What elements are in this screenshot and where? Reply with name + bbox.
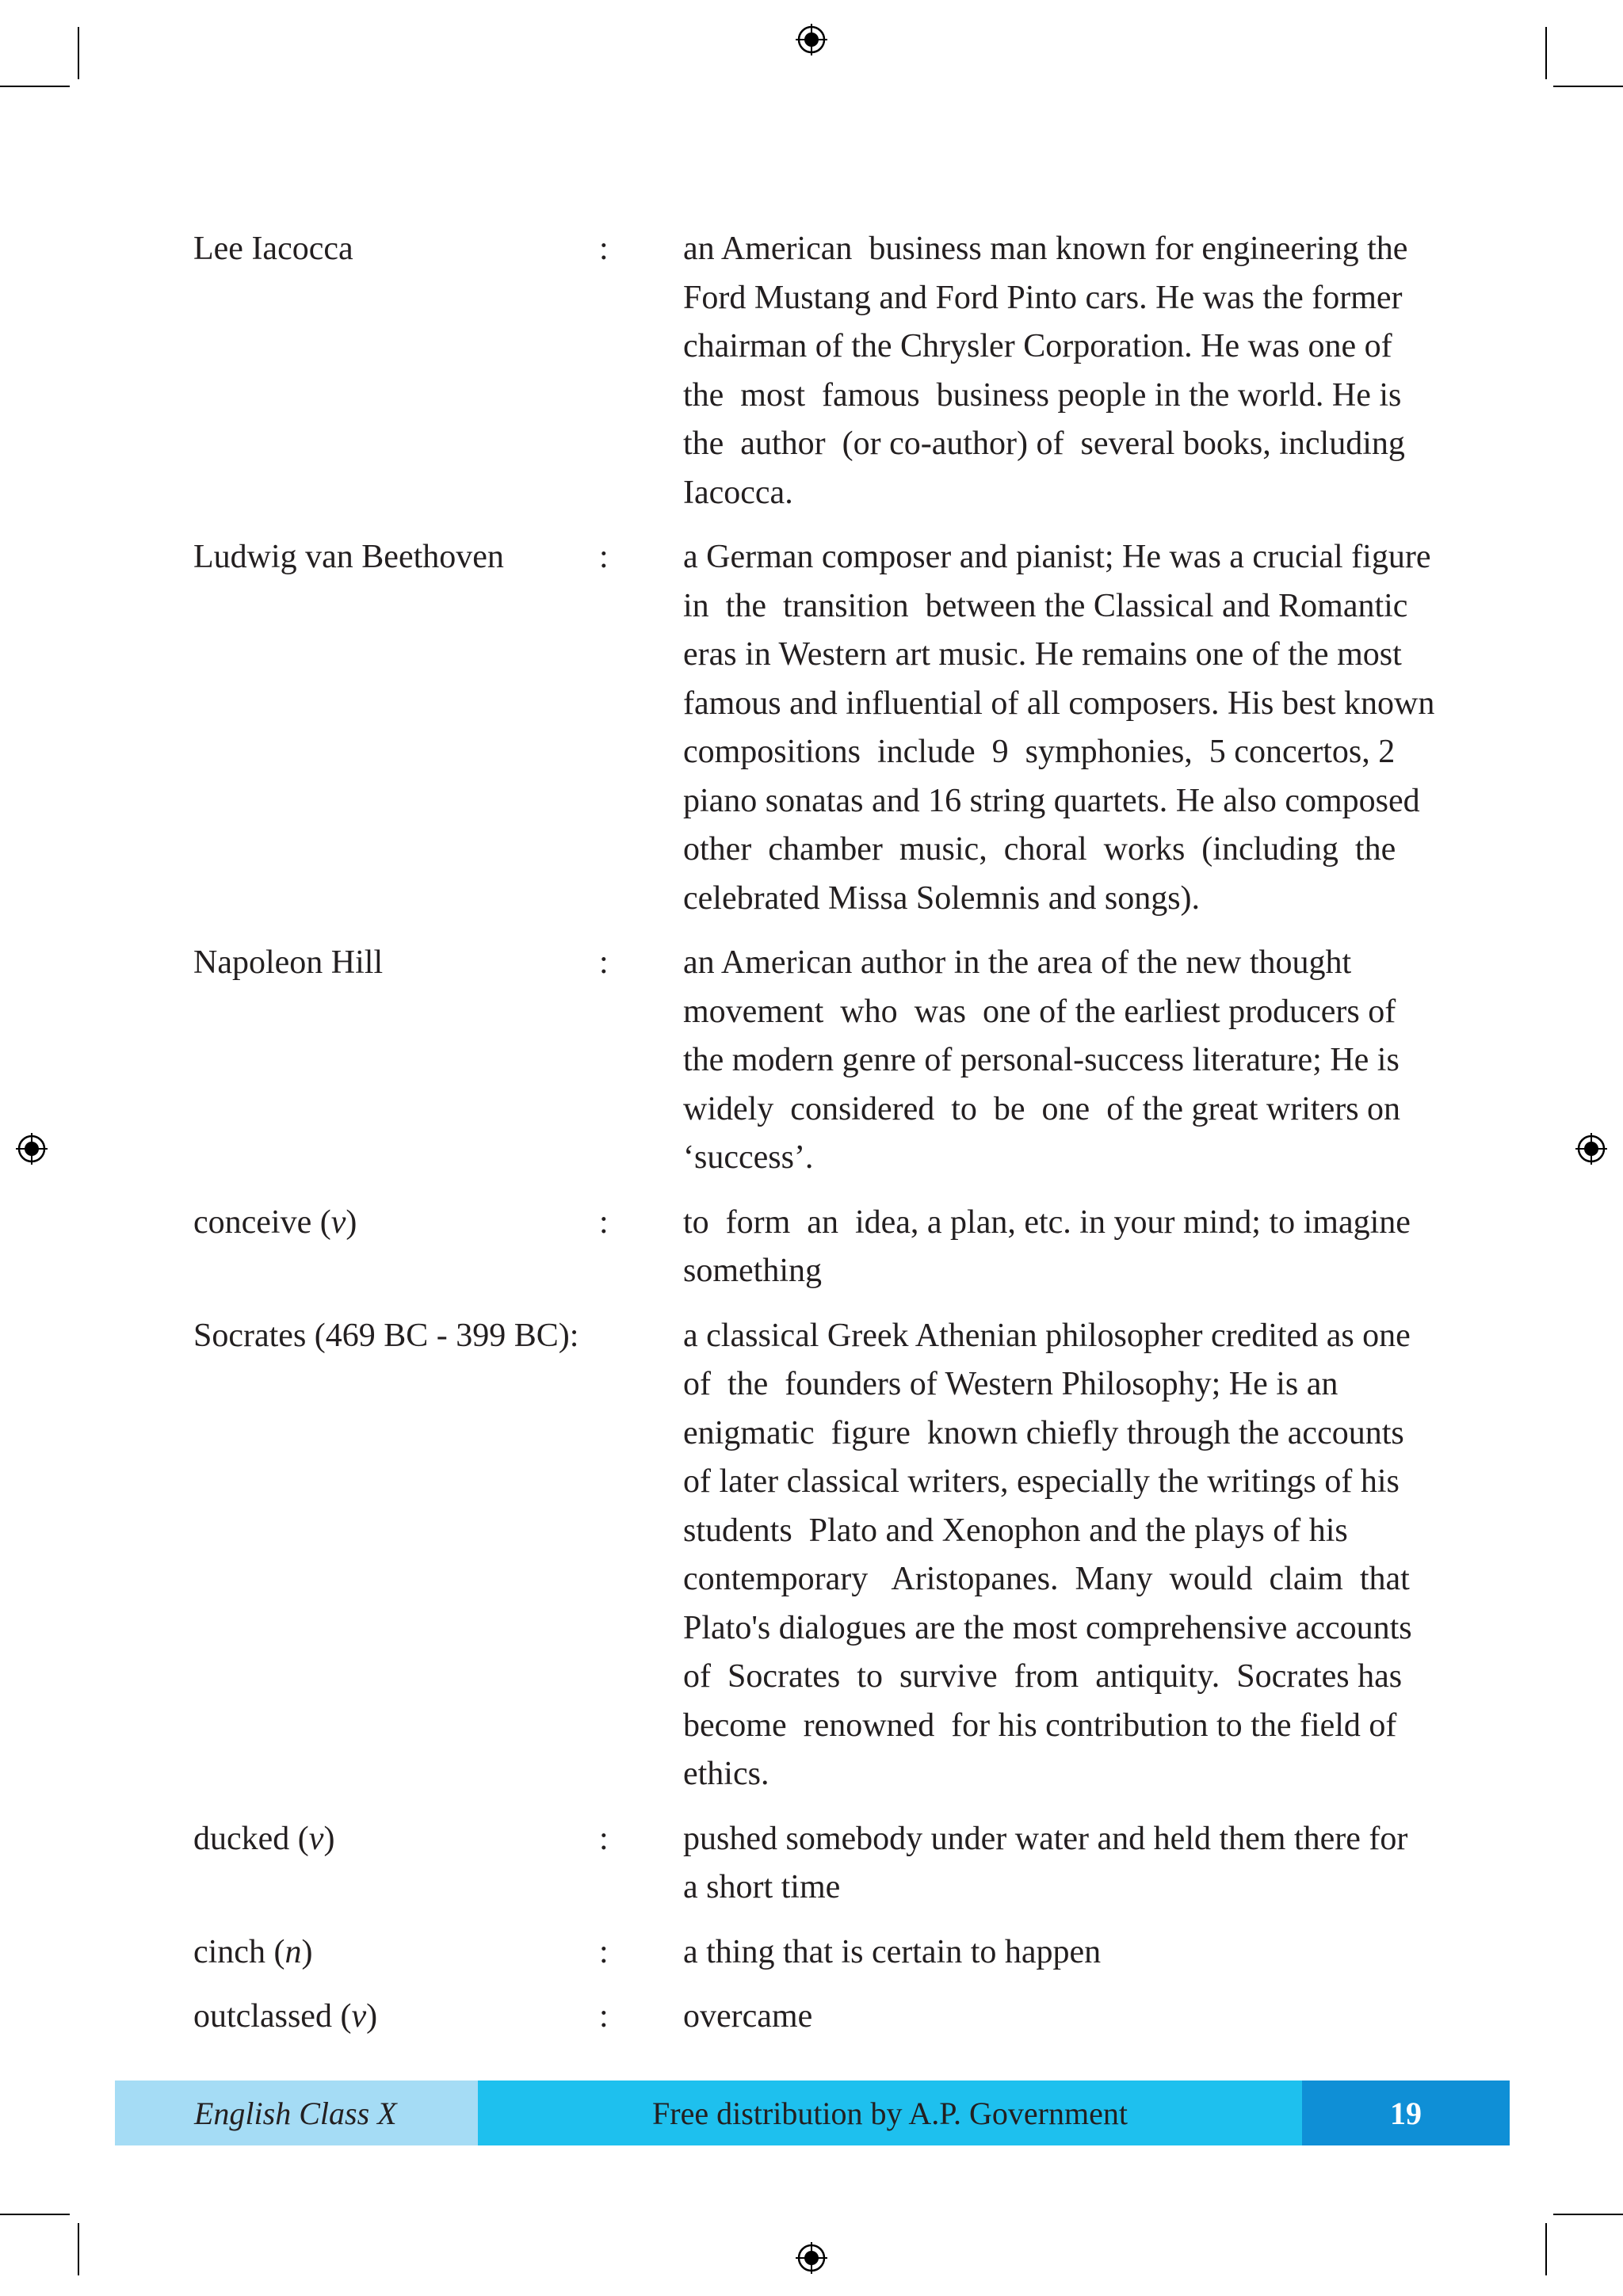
- definition-line: eras in Western art music. He remains one of the most: [683, 636, 1402, 673]
- crop-mark: [78, 2223, 79, 2275]
- definition-line: contemporary Aristopanes. Many would claim that: [683, 1561, 1410, 1597]
- definition-line: to form an idea, a plan, etc. in your mind; to imagine: [683, 1203, 1411, 1241]
- definition-line: a German composer and pianist; He was a crucial figure: [683, 539, 1431, 575]
- glossary-entry: [193, 225, 1439, 517]
- glossary-entry: [193, 1928, 1439, 1978]
- part-of-speech: v: [351, 1998, 367, 2035]
- definition-line: a thing that is certain to happen: [683, 1933, 1102, 1970]
- definition-line: Ford Mustang and Ford Pinto cars. He was the former: [683, 279, 1403, 316]
- definition-line: of Socrates to survive from antiquity. Socrates has: [683, 1658, 1403, 1695]
- page-number: 19: [1302, 2081, 1510, 2145]
- glossary-list: [193, 225, 1439, 2058]
- glossary-term: outclassed (v): [193, 1998, 378, 2035]
- footer-distribution-note: Free distribution by A.P. Government: [478, 2081, 1302, 2145]
- glossary-definition: [683, 939, 1439, 1183]
- definition-line: compositions include 9 symphonies, 5 concertos, 2: [683, 734, 1396, 770]
- definition-line: the modern genre of personal-success literature; He is: [683, 1042, 1400, 1078]
- definition-line: overcame: [683, 1998, 813, 2035]
- definition-line: become renowned for his contribution to the field of: [683, 1707, 1397, 1744]
- page-footer: [115, 2081, 1510, 2145]
- definition-line: a short time: [683, 1869, 841, 1905]
- definition-line: the author (or co-author) of several books, including: [683, 425, 1405, 462]
- definition-line: the most famous business people in the world. He is: [683, 376, 1402, 414]
- glossary-definition: [683, 1199, 1439, 1296]
- crop-mark: [1553, 86, 1623, 87]
- definition-line: an American author in the area of the new thought: [683, 944, 1352, 981]
- glossary-definition: [683, 1815, 1439, 1913]
- definition-line: of later classical writers, especially the writings of his: [683, 1463, 1400, 1500]
- glossary-separator: :: [599, 1998, 609, 2035]
- glossary-term: cinch (n): [193, 1933, 313, 1970]
- definition-line: in the transition between the Classical and Romantic: [683, 587, 1408, 624]
- crop-mark: [78, 27, 79, 79]
- glossary-definition: [683, 1312, 1439, 1799]
- definition-line: movement who was one of the earliest producers of: [683, 993, 1396, 1030]
- crop-mark: [0, 86, 70, 87]
- registration-mark-icon: [1575, 1133, 1607, 1165]
- glossary-separator: :: [599, 1820, 609, 1857]
- glossary-term: Napoleon Hill: [193, 944, 384, 981]
- glossary-entry: [193, 1993, 1439, 2042]
- definition-line: enigmatic figure known chiefly through the accounts: [683, 1414, 1404, 1451]
- definition-line: widely considered to be one of the great writers on: [683, 1090, 1401, 1127]
- definition-line: students Plato and Xenophon and the plays of his: [683, 1512, 1348, 1549]
- definition-line: ‘success’.: [683, 1139, 814, 1176]
- definition-line: pushed somebody under water and held them there for: [683, 1820, 1408, 1857]
- glossary-separator: :: [599, 1203, 609, 1241]
- glossary-separator: :: [599, 1933, 609, 1970]
- definition-line: piano sonatas and 16 string quartets. He also composed: [683, 782, 1420, 819]
- registration-mark-icon: [796, 2242, 827, 2274]
- definition-line: something: [683, 1253, 822, 1289]
- glossary-separator: :: [599, 539, 609, 575]
- footer-book-title: English Class X: [115, 2081, 478, 2145]
- glossary-term: conceive (v): [193, 1203, 357, 1241]
- definition-line: famous and influential of all composers. His best known: [683, 685, 1435, 722]
- definition-line: celebrated Missa Solemnis and songs).: [683, 879, 1201, 917]
- glossary-entry: [193, 533, 1439, 923]
- definition-line: ethics.: [683, 1756, 769, 1792]
- glossary-entry: [193, 1312, 1439, 1799]
- registration-mark-icon: [796, 24, 827, 55]
- glossary-term: Ludwig van Beethoven: [193, 539, 504, 575]
- glossary-separator: [586, 1312, 683, 1799]
- part-of-speech: v: [330, 1203, 346, 1241]
- glossary-term: Lee Iacocca: [193, 231, 353, 267]
- definition-line: Iacocca.: [683, 474, 793, 511]
- glossary-term: Socrates (469 BC - 399 BC):: [193, 1317, 579, 1354]
- glossary-entry: [193, 939, 1439, 1183]
- crop-mark: [1545, 27, 1547, 79]
- glossary-definition: [683, 225, 1439, 517]
- definition-line: Plato's dialogues are the most comprehensive accounts: [683, 1609, 1412, 1646]
- glossary-definition: [683, 1993, 1439, 2042]
- glossary-term: ducked (v): [193, 1820, 335, 1857]
- definition-line: of the founders of Western Philosophy; He is an: [683, 1366, 1338, 1402]
- glossary-entry: [193, 1815, 1439, 1913]
- part-of-speech: v: [308, 1820, 324, 1857]
- definition-line: an American business man known for engineering the: [683, 231, 1408, 267]
- registration-mark-icon: [16, 1133, 48, 1165]
- crop-mark: [1545, 2223, 1547, 2275]
- glossary-definition: [683, 533, 1439, 923]
- glossary-separator: :: [599, 944, 609, 981]
- crop-mark: [0, 2214, 70, 2215]
- part-of-speech: n: [285, 1933, 302, 1970]
- crop-mark: [1553, 2214, 1623, 2215]
- glossary-definition: [683, 1928, 1439, 1978]
- definition-line: other chamber music, choral works (including the: [683, 831, 1396, 868]
- definition-line: chairman of the Chrysler Corporation. He was one of: [683, 328, 1392, 364]
- definition-line: a classical Greek Athenian philosopher credited as one: [683, 1317, 1411, 1354]
- glossary-separator: :: [599, 231, 609, 267]
- glossary-entry: [193, 1199, 1439, 1296]
